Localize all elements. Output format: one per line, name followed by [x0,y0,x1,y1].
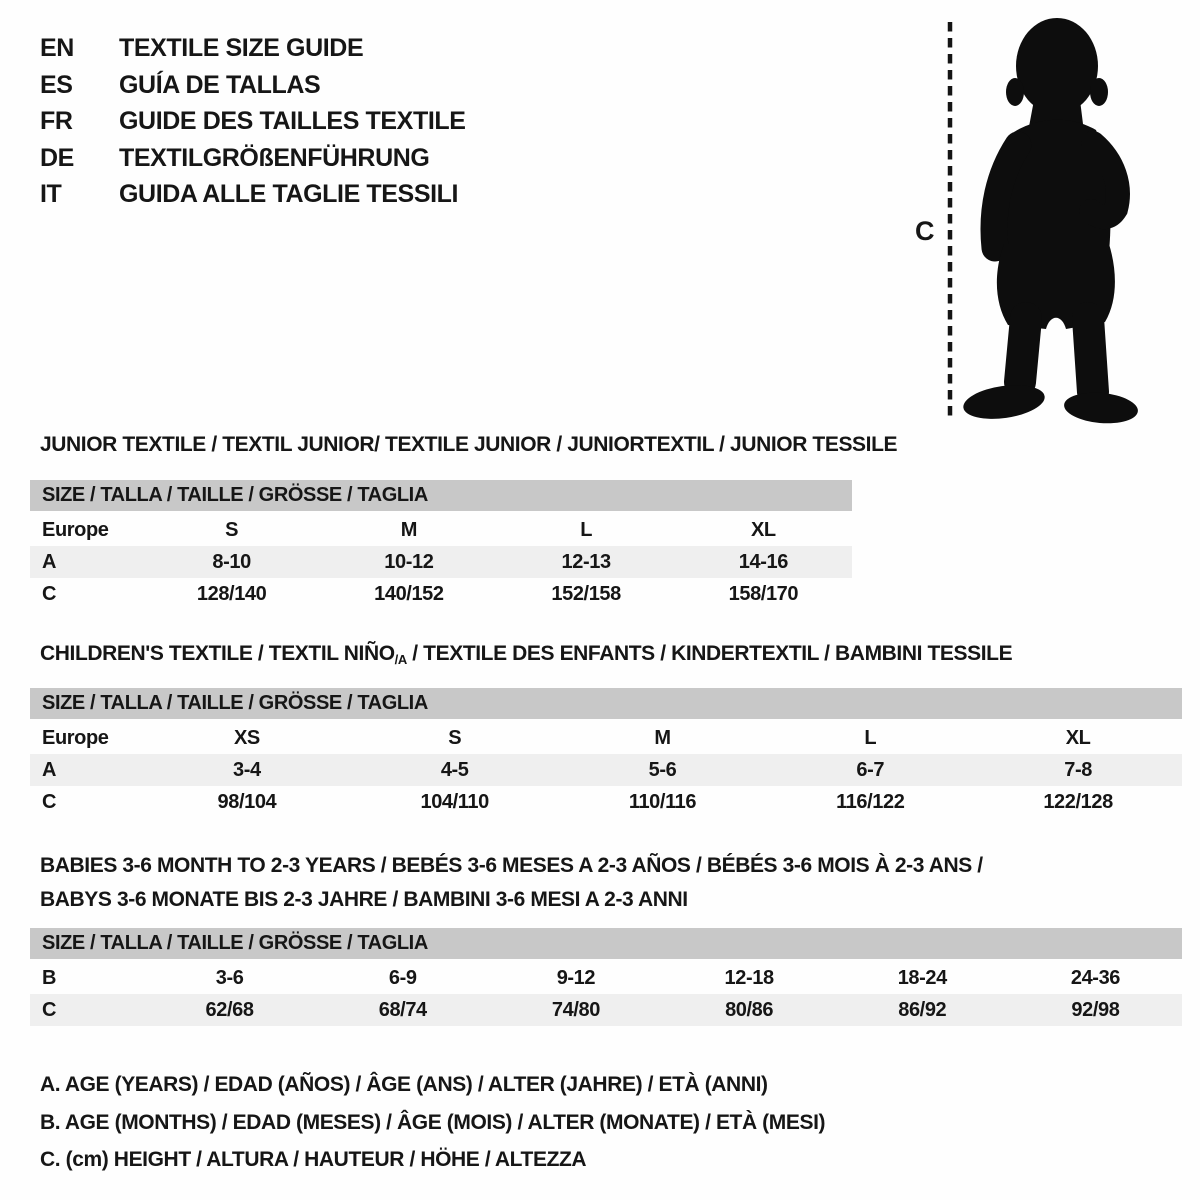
language-title-list [40,30,466,213]
size-cell: XL [1065,727,1091,749]
language-row [40,67,466,104]
legend [40,1066,825,1179]
heading-subscript: /A [394,652,407,667]
size-cell: 62/68 [205,999,254,1021]
row-label: A [42,759,57,781]
row-label: B [42,967,57,989]
size-cell: 12-13 [561,551,611,573]
size-header-bar: SIZE / TALLA / TAILLE / GRÖSSE / TAGLIA [30,480,852,511]
row-label: C [42,583,57,605]
section-heading-babies [40,849,983,917]
size-cell: 86/92 [898,999,947,1021]
legend-line-c: C. (cm) HEIGHT / ALTURA / HAUTEUR / HÖHE / ALTEZZA [40,1148,587,1171]
language-code: EN [40,34,74,62]
size-cell: 18-24 [897,967,947,989]
size-cell: XL [750,519,776,541]
row-label: Europe [42,727,109,749]
language-row [40,103,466,140]
size-cell: 74/80 [551,999,600,1021]
size-cell: 6-7 [856,759,885,781]
legend-line-b: B. AGE (MONTHS) / EDAD (MESES) / ÂGE (MOIS) / ALTER (MONATE) / ETÀ (MESI) [40,1110,826,1134]
table-row [30,786,1182,818]
language-row [40,30,466,67]
section-heading-children [40,642,1012,667]
size-cell: 122/128 [1043,791,1113,813]
language-code: ES [40,70,73,99]
size-cell: 140/152 [374,583,444,605]
guide-title: GUIDA ALLE TAGLIE TESSILI [119,180,459,208]
size-cell: 80/86 [725,999,774,1021]
babies-table-rows [30,962,1182,1026]
size-cell: M [400,519,417,541]
row-label: Europe [42,519,109,541]
row-label: C [42,999,57,1021]
table-row [30,994,1182,1026]
size-cell: S [225,519,239,541]
junior-table-rows [30,514,852,610]
size-cell: 9-12 [556,967,596,989]
language-code: FR [40,107,73,135]
size-cell: 92/98 [1071,999,1120,1021]
size-cell: 6-9 [388,967,417,989]
size-cell: 104/110 [420,791,489,813]
table-row [30,578,852,610]
guide-title: GUÍA DE TALLAS [119,70,321,99]
size-cell: XS [233,727,260,749]
guide-title: TEXTILE SIZE GUIDE [119,34,364,62]
size-cell: 14-16 [738,551,788,573]
size-cell: 10-12 [384,551,434,573]
height-dashed-line-icon [945,20,955,420]
language-code: DE [40,143,74,172]
language-row [40,176,466,213]
children-table-rows [30,722,1182,818]
table-row [30,722,1182,754]
guide-title: TEXTILGRÖßENFÜHRUNG [119,143,430,172]
heading-text: / TEXTILE DES ENFANTS / KINDERTEXTIL / BAMBINI TESSILE [406,642,1013,665]
size-cell: 3-6 [215,967,244,989]
size-cell: 7-8 [1064,759,1092,781]
size-cell: 4-5 [440,759,469,781]
junior-size-table [30,480,852,610]
babies-size-table [30,928,1182,1026]
size-cell: 98/104 [217,791,277,813]
size-cell: 68/74 [378,999,427,1021]
size-cell: 128/140 [196,583,267,605]
children-size-table [30,688,1182,818]
section-heading-junior: JUNIOR TEXTILE / TEXTIL JUNIOR/ TEXTILE JUNIOR / JUNIORTEXTIL / JUNIOR TESSILE [40,433,898,456]
table-row [30,514,852,546]
size-cell: 24-36 [1070,967,1121,989]
legend-line-a: A. AGE (YEARS) / EDAD (AÑOS) / ÂGE (ANS) / ALTER (JAHRE) / ETÀ (ANNI) [40,1073,768,1096]
size-cell: 8-10 [212,551,251,573]
size-cell: 3-4 [233,759,261,781]
size-cell: 12-18 [724,967,774,989]
heading-line-2: BABYS 3-6 MONATE BIS 2-3 JAHRE / BAMBINI 3-6 MESI A 2-3 ANNI [40,888,688,911]
size-cell: L [580,519,593,541]
table-row [30,754,1182,786]
heading-line-1: BABIES 3-6 MONTH TO 2-3 YEARS / BEBÉS 3-6 MESES A 2-3 AÑOS / BÉBÉS 3-6 MOIS À 2-3 ANS / [40,854,983,877]
size-header-bar: SIZE / TALLA / TAILLE / GRÖSSE / TAGLIA [30,688,1182,719]
size-header-bar: SIZE / TALLA / TAILLE / GRÖSSE / TAGLIA [30,928,1182,959]
guide-title: GUIDE DES TAILLES TEXTILE [119,107,466,135]
height-measure-label: C [915,216,935,246]
size-cell: 116/122 [836,791,905,813]
size-cell: 158/170 [728,583,799,605]
size-cell: L [864,727,877,749]
language-row [40,140,466,177]
table-row [30,962,1182,994]
height-measure-figure [905,10,1160,430]
size-cell: 5-6 [648,759,677,781]
row-label: C [42,791,57,813]
language-code: IT [40,180,62,208]
size-cell: 110/116 [628,791,697,813]
heading-text: CHILDREN'S TEXTILE / TEXTIL NIÑO [40,642,395,665]
size-cell: S [448,727,462,749]
size-cell: M [654,727,671,749]
row-label: A [42,551,57,573]
table-row [30,546,852,578]
size-cell: 152/158 [551,583,621,605]
toddler-silhouette-icon [962,12,1147,424]
